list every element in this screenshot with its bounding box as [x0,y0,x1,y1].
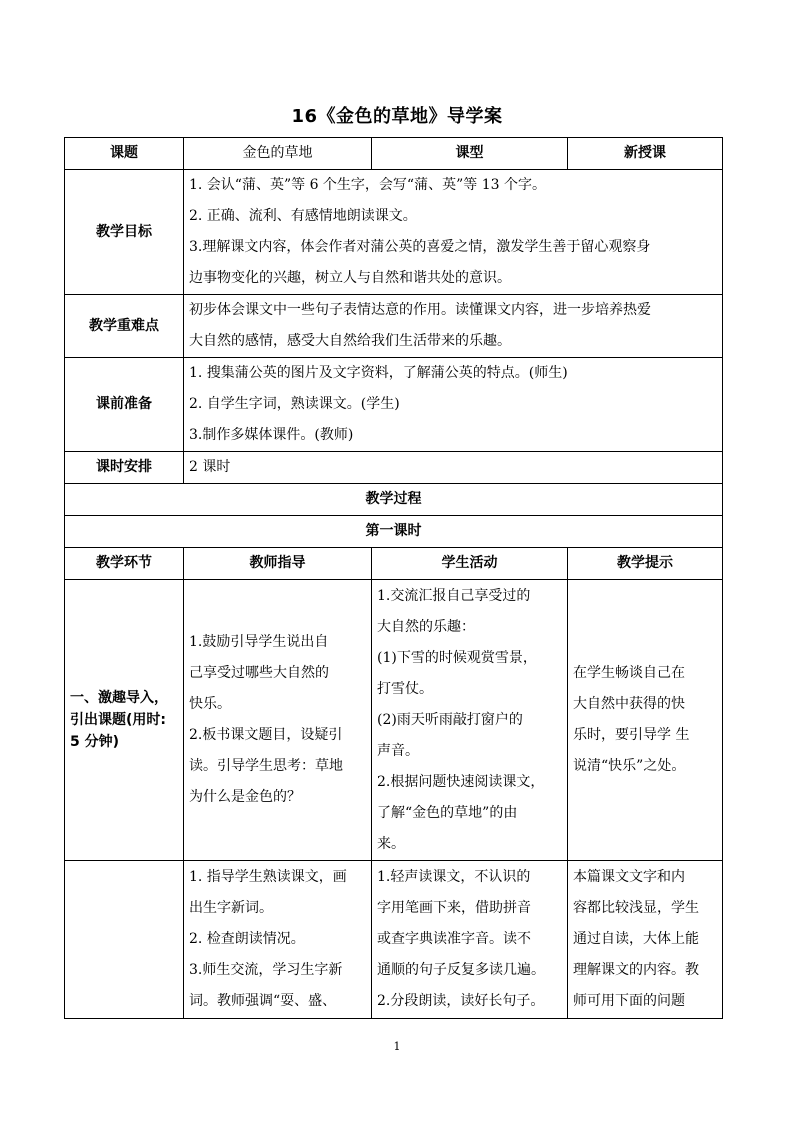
stage-label-line: 引出课题(用时: [70,712,166,728]
student-activity [372,861,568,1019]
page-number: 1 [393,1040,401,1053]
teacher-guidance [184,861,372,1019]
teacher-line: 词。教师强调“耍、盛、 [189,993,337,1009]
student-line: 通顺的句子反复多读几遍。 [377,962,545,978]
column-header-row [65,548,723,580]
teaching-hint [568,580,723,861]
schedule-value: 2 课时 [184,452,723,484]
hint-line: 乐时，要引导学 生 [573,727,690,743]
goal-line: 2. 正确、流利、有感情地朗读课文。 [189,208,417,224]
hint-line: 容都比较浅显，学生 [573,900,699,916]
teacher-line: 读。引导学生思考：草地 [189,758,343,774]
student-line: 2.分段朗读，读好长句子。 [377,993,545,1009]
topic-label: 课题 [65,138,184,170]
hint-line: 通过自读，大体上能 [573,931,699,947]
lesson-heading-row [65,516,723,548]
type-label: 课型 [372,138,568,170]
teacher-line: 为什么是金色的？ [189,789,301,805]
student-line: 或查字典读准字音。读不 [377,931,531,947]
column-header: 教学环节 [65,548,184,580]
teacher-line: 快乐。 [189,696,231,712]
lesson-heading: 第一课时 [65,516,723,548]
teacher-line: 2. 检查朗读情况。 [189,931,305,947]
hint-line: 本篇课文文字和内 [573,869,685,885]
schedule-label: 课时安排 [65,452,184,484]
prep-line: 3.制作多媒体课件。(教师) [189,427,354,443]
stage-row [65,580,723,861]
stage-label [65,861,184,1019]
teacher-line: 2.板书课文题目，设疑引 [189,727,343,743]
goal-line: 3.理解课文内容，体会作者对蒲公英的喜爱之情，激发学生善于留心观察身 [189,239,651,255]
prep-line: 2. 自学生字词，熟读课文。(学生) [189,396,400,412]
prep-row [65,358,723,452]
goal-line: 1. 会认“蒲、英”等 6 个生字，会写“蒲、英”等 13 个字。 [189,177,546,193]
teacher-line: 己享受过哪些大自然的 [189,665,329,681]
student-line: 打雪仗。 [377,680,433,697]
key-points-label: 教学重难点 [65,295,184,358]
student-line: (1)下雪的时候观赏雪景， [377,649,537,666]
student-line: 字用笔画下来，借助拼音 [377,900,531,916]
lesson-plan-table [64,137,723,1019]
page-title: 16《金色的草地》导学案 [291,106,503,127]
prep-line: 1. 搜集蒲公英的图片及文字资料，了解蒲公英的特点。(师生) [189,365,568,381]
student-line: 大自然的乐趣： [377,618,475,635]
hint-line: 在学生畅谈自己在 [573,665,685,681]
hint-line: 师可用下面的问题 [573,993,685,1009]
teacher-line: 1. 指导学生熟读课文，画 [189,869,347,885]
student-line: (2)雨天听雨敲打窗户的 [377,711,523,728]
prep-label: 课前准备 [65,358,184,452]
hint-line: 说清“快乐”之处。 [573,758,686,774]
teacher-line: 出生字新词。 [189,900,273,916]
student-line: 声音。 [377,742,419,759]
student-activity [372,580,568,861]
key-points-row [65,295,723,358]
student-line: 来。 [377,835,405,852]
student-line: 了解“金色的草地”的由 [377,804,518,821]
hint-line: 理解课文的内容。教 [573,962,699,978]
header-row [65,138,723,170]
key-point-line: 初步体会课文中一些句子表情达意的作用。读懂课文内容，进一步培养热爱 [189,302,651,318]
topic-value: 金色的草地 [184,138,372,170]
goals-content [184,170,723,295]
stage-label-line: 5 分钟) [70,734,120,750]
column-header: 教学提示 [568,548,723,580]
key-point-line: 大自然的感情，感受大自然给我们生活带来的乐趣。 [189,333,511,349]
student-line: 1.交流汇报自己享受过的 [377,587,531,604]
teacher-line: 3.师生交流，学习生字新 [189,962,343,978]
key-points-content [184,295,723,358]
column-header: 学生活动 [372,548,568,580]
goal-line: 边事物变化的兴趣，树立人与自然和谐共处的意识。 [189,270,511,286]
teaching-hint [568,861,723,1019]
column-header: 教师指导 [184,548,372,580]
goals-label: 教学目标 [65,170,184,295]
stage-label-line: 一、激趣导入， [70,690,168,706]
prep-content [184,358,723,452]
hint-line: 大自然中获得的快 [573,696,685,712]
goals-row [65,170,723,295]
teacher-guidance [184,580,372,861]
schedule-row [65,452,723,484]
teacher-line: 1.鼓励引导学生说出自 [189,634,329,650]
process-heading: 教学过程 [65,484,723,516]
student-line: 2.根据问题快速阅读课文， [377,773,545,790]
process-heading-row [65,484,723,516]
type-value: 新授课 [568,138,723,170]
stage-label [65,580,184,861]
student-line: 1.轻声读课文，不认识的 [377,869,531,885]
stage-row [65,861,723,1019]
